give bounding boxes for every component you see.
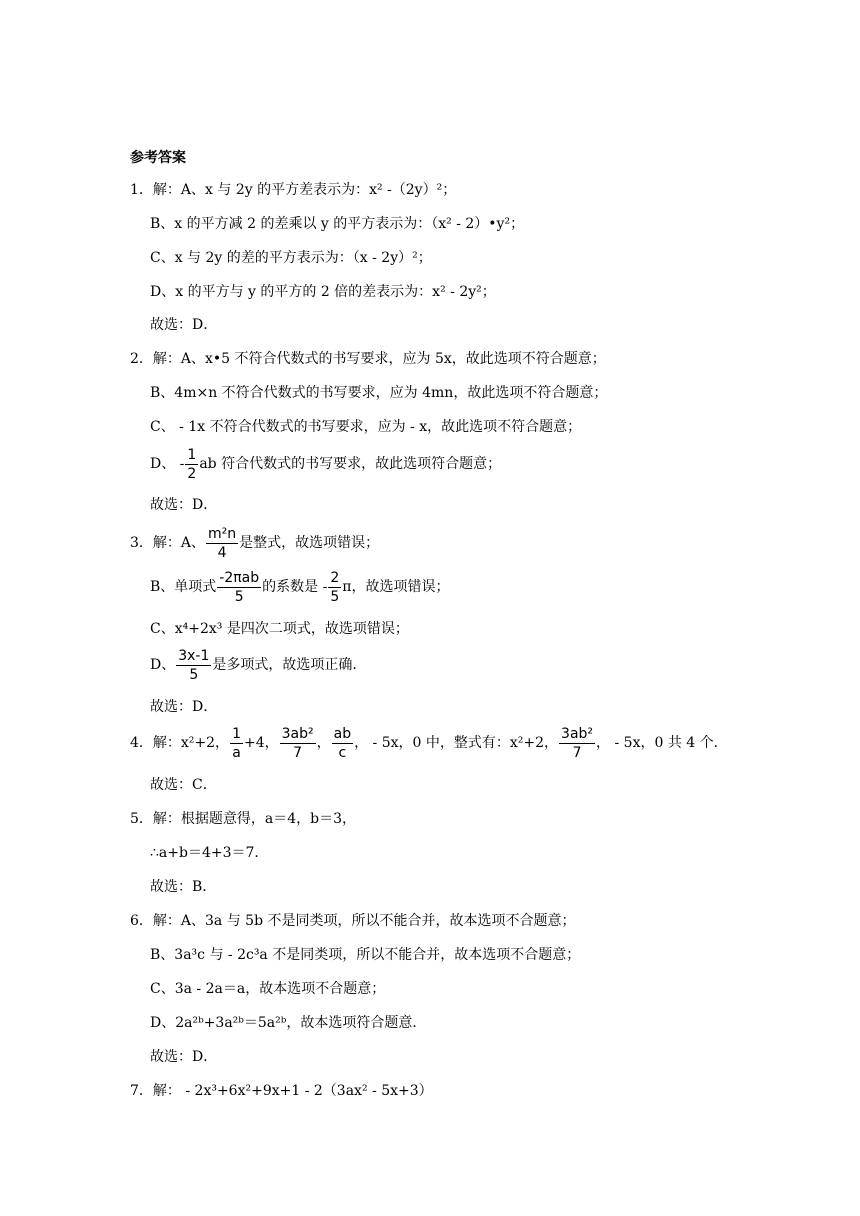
fraction-numerator: -2πab (219, 569, 260, 586)
q3-b-suffix: π，故选项错误； (342, 579, 450, 595)
q3-line-d (150, 645, 366, 685)
q6-line-d: D、2a²ᵇ+3a²ᵇ＝5a²ᵇ，故本选项符合题意． (150, 1015, 427, 1031)
q1-line-c: C、x 与 2y 的差的平方表示为：（x - 2y）²； (150, 250, 432, 266)
q3-b-middle: 的系数是 - (262, 579, 328, 595)
q6-answer: 故选：D． (150, 1049, 218, 1065)
fraction-denominator: 5 (330, 588, 340, 605)
q3-d-suffix: 是多项式，故选项正确． (212, 657, 367, 673)
q7-line-1: 7．解： - 2x³+6x²+9x+1 - 2（3ax² - 5x+3） (130, 1083, 433, 1099)
q2-d-suffix: ab 符合代数式的书写要求，故此选项符合题意； (199, 456, 502, 472)
q3-b-fraction-2 (328, 569, 341, 606)
q4-middle: ， - 5x，0 中，整式有：x²+2， (354, 735, 559, 751)
q4-line (130, 723, 728, 763)
q1-line-a: 1．解：A、x 与 2y 的平方差表示为：x² -（2y）²； (130, 182, 457, 198)
q1-line-b: B、x 的平方减 2 的差乘以 y 的平方表示为：（x² - 2）•y²； (150, 216, 525, 232)
section-title: 参考答案 (130, 150, 186, 166)
q1-answer: 故选：D． (150, 317, 218, 333)
fraction-denominator: 5 (189, 666, 199, 683)
q3-a-suffix: 是整式，故选项错误； (239, 535, 380, 551)
fraction-numerator: 1 (232, 725, 241, 742)
q4-suffix: ， - 5x，0 共 4 个． (596, 735, 728, 751)
q4-fraction-2 (280, 725, 316, 762)
q3-a-prefix: 3．解：A、 (130, 535, 206, 551)
q5-line-2: ∴a+b＝4+3＝7． (150, 845, 269, 861)
q3-d-prefix: D、 (150, 657, 176, 673)
q4-after-fraction-1: +4， (243, 735, 279, 751)
q3-line-c: C、x⁴+2x³ 是四次二项式，故选项错误； (150, 621, 409, 637)
q4-fraction-4 (559, 725, 595, 762)
q2-line-c: C、 - 1x 不符合代数式的书写要求，应为 - x，故此选项不符合题意； (150, 419, 582, 435)
q6-line-c: C、3a - 2a＝a，故本选项不合题意； (150, 981, 386, 997)
q4-answer: 故选：C． (150, 777, 217, 793)
fraction-denominator: 4 (217, 544, 227, 561)
q1-line-d: D、x 的平方与 y 的平方的 2 倍的差表示为：x² - 2y²； (150, 284, 496, 300)
q4-fraction-3 (332, 725, 353, 762)
q3-line-a (130, 523, 379, 563)
fraction-numerator: 1 (187, 446, 197, 463)
q6-line-b: B、3a³c 与 - 2c³a 不是同类项，所以不能合并，故本选项不合题意； (150, 947, 581, 963)
fraction-denominator: 7 (293, 744, 303, 761)
fraction-numerator: 3ab² (561, 725, 594, 742)
q3-b-fraction (217, 569, 261, 606)
fraction-denominator: 2 (187, 465, 197, 482)
q6-line-a: 6．解：A、3a 与 5b 不是同类项，所以不能合并，故本选项不合题意； (130, 913, 576, 929)
fraction-numerator: ab (333, 725, 352, 742)
q2-line-a: 2．解：A、x•5 不符合代数式的书写要求，应为 5x，故此选项不符合题意； (130, 351, 606, 367)
fraction-numerator: m²n (208, 525, 237, 542)
q3-line-b (150, 567, 449, 607)
fraction-denominator: c (338, 744, 347, 761)
q4-fraction-1 (230, 725, 243, 762)
q3-b-prefix: B、单项式 (150, 579, 217, 595)
q5-answer: 故选：B． (150, 879, 217, 895)
fraction-numerator: 2 (330, 569, 340, 586)
fraction-numerator: 3x-1 (178, 647, 210, 664)
q2-answer: 故选：D． (150, 497, 218, 513)
q3-a-fraction (206, 525, 238, 562)
q4-separator: ， (316, 735, 331, 751)
fraction-denominator: a (232, 744, 241, 761)
q2-d-fraction (185, 446, 198, 483)
q4-prefix: 4．解：x²+2， (130, 735, 230, 751)
fraction-denominator: 7 (572, 744, 582, 761)
q2-line-d (150, 444, 501, 484)
q2-d-prefix: D、 - (150, 456, 185, 472)
q2-line-b: B、4m×n 不符合代数式的书写要求，应为 4mn，故此选项不符合题意； (150, 385, 608, 401)
q5-line-1: 5．解：根据题意得，a＝4，b＝3， (130, 811, 357, 827)
q3-answer: 故选：D． (150, 699, 218, 715)
fraction-numerator: 3ab² (281, 725, 314, 742)
q3-d-fraction (176, 647, 211, 684)
fraction-denominator: 5 (234, 588, 244, 605)
